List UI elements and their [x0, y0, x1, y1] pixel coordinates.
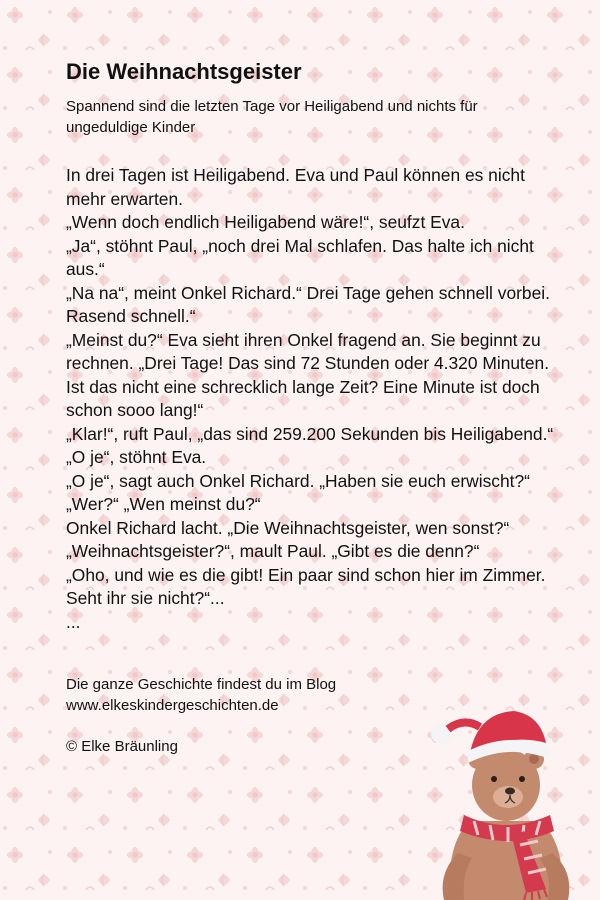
story-paragraph: „O je“, sagt auch Onkel Richard. „Haben sie euch erwischt?“	[66, 470, 530, 491]
page-title: Die Weihnachtsgeister	[66, 59, 302, 84]
subtitle: Spannend sind die letzten Tage vor Heiligabend und nichts für ungeduldige Kinder	[66, 98, 478, 136]
story-text	[66, 164, 556, 634]
story-paragraph: „Wer?“ „Wen meinst du?“	[66, 494, 261, 514]
story-ellipsis: ...	[66, 611, 81, 632]
blog-text: Die ganze Geschichte findest du im Blog	[66, 676, 337, 693]
story-paragraph: „Oho, und wie es die gibt! Ein paar sind schon hier im Zimmer. Seht ihr sie nicht?“...	[66, 564, 546, 608]
story-paragraph: In drei Tagen ist Heiligabend. Eva und Paul können es nicht mehr erwarten.	[66, 165, 525, 209]
story-paragraph: „O je“, stöhnt Eva.	[66, 447, 207, 467]
copyright-notice: © Elke Bräunling	[66, 738, 178, 755]
story-paragraph: „Na na“, meint Onkel Richard.“ Drei Tage gehen schnell vorbei. Rasend schnell.“	[66, 282, 550, 326]
story-paragraph: Onkel Richard lacht. „Die Weihnachtsgeister, wen sonst?“	[66, 517, 510, 538]
story-paragraph: „Meinst du?“ Eva sieht ihren Onkel fragend an. Sie beginnt zu rechnen. „Drei Tage! Das sind 72 Stunden oder 4.320 Minuten. Ist das nicht eine schrecklich lange Zeit? Eine Minute ist doch schon sooo lang!“	[66, 329, 550, 420]
bear-with-santa-hat-illustration	[428, 703, 578, 900]
story-paragraph: „Ja“, stöhnt Paul, „noch drei Mal schlafen. Das halte ich nicht aus.“	[66, 235, 534, 279]
story-content	[66, 60, 556, 772]
story-paragraph: „Klar!“, ruft Paul, „das sind 259.200 Sekunden bis Heiligabend.“	[66, 423, 554, 444]
story-paragraph: „Wenn doch endlich Heiligabend wäre!“, seufzt Eva.	[66, 212, 465, 232]
story-paragraph: „Weihnachtsgeister?“, mault Paul. „Gibt es die denn?“	[66, 541, 480, 561]
blog-url: www.elkeskindergeschichten.de	[66, 697, 279, 714]
